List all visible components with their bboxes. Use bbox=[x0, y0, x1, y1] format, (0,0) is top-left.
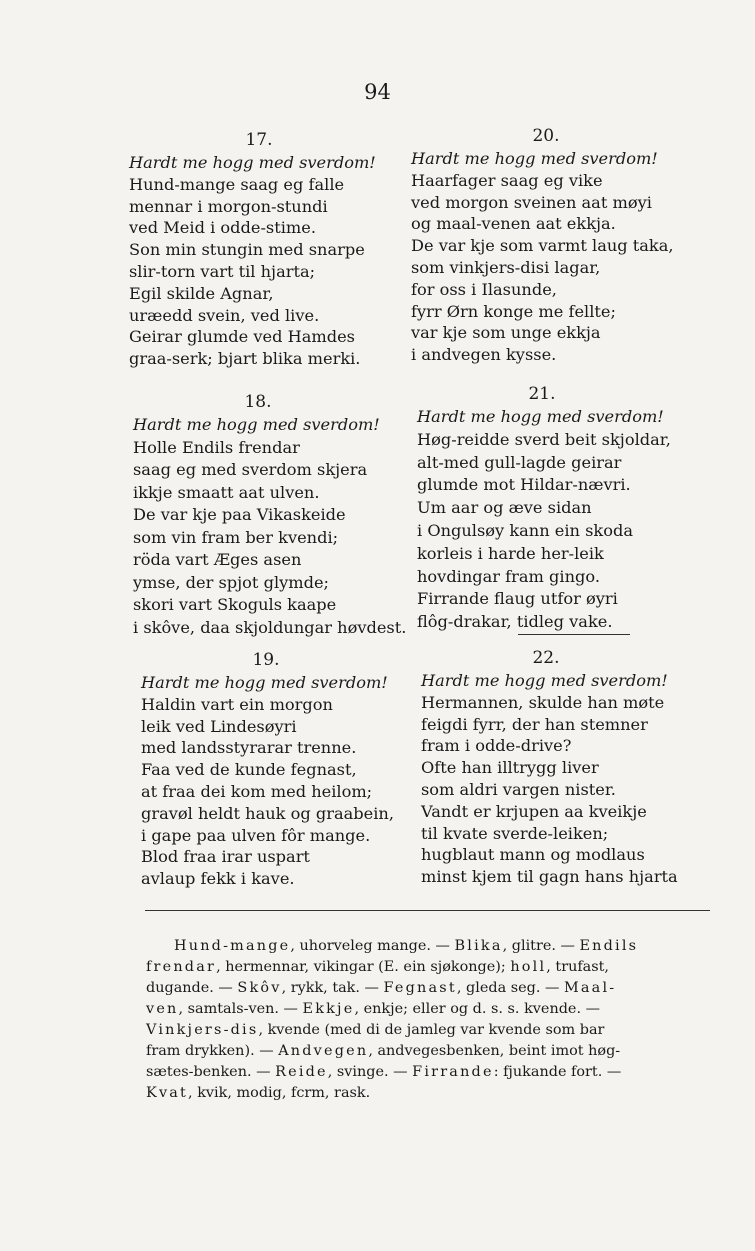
verse-line: Holle Endils frendar bbox=[133, 437, 300, 457]
refrain-line: Hardt me hogg med sverdom! bbox=[411, 149, 658, 168]
stanza-lines bbox=[133, 414, 433, 639]
verse-line: i skôve, daa skjoldungar høvdest. bbox=[133, 617, 407, 637]
glossary-term: Vinkjers-dis bbox=[146, 1022, 259, 1038]
verse-line: korleis i harde her-leik bbox=[417, 543, 604, 563]
verse-line: Haldin vart ein morgon bbox=[141, 694, 333, 714]
glossary-text: , gleda seg. — bbox=[456, 980, 564, 996]
glossary-text: , enkje; eller og d. s. s. kvende. — bbox=[354, 1001, 600, 1017]
verse-line: at fraa dei kom med heilom; bbox=[141, 781, 373, 801]
footnote-divider bbox=[145, 910, 710, 911]
stanza-lines bbox=[421, 670, 721, 888]
verse-line: med landsstyrarar trenne. bbox=[141, 738, 357, 758]
page-number: 94 bbox=[364, 80, 391, 104]
glossary-text: , trufast, bbox=[546, 959, 609, 975]
footnote-line bbox=[146, 1083, 714, 1104]
verse-line: ved Meid i odde-stime. bbox=[129, 218, 316, 238]
glossary-text: , rykk, tak. — bbox=[281, 980, 384, 996]
section-divider-short bbox=[518, 634, 630, 635]
verse-line: glumde mot Hildar-nævri. bbox=[417, 475, 631, 495]
verse-line: som aldri vargen nister. bbox=[421, 779, 616, 799]
stanza-19 bbox=[141, 648, 441, 890]
verse-line: leik ved Lindesøyri bbox=[141, 716, 297, 736]
verse-line: slir-torn vart til hjarta; bbox=[129, 261, 316, 281]
verse-line: röda vart Æges asen bbox=[133, 550, 302, 569]
glossary-text: fram drykken). — bbox=[146, 1043, 279, 1059]
glossary-text: , uhorveleg mange. — bbox=[290, 938, 455, 954]
glossary-text: dugande. — bbox=[146, 980, 238, 996]
footnote-line bbox=[146, 1041, 714, 1062]
stanza-17 bbox=[129, 128, 429, 370]
stanza-number: 22. bbox=[532, 648, 560, 668]
glossary-term: holl bbox=[510, 959, 547, 975]
verse-line: fyrr Ørn konge me fellte; bbox=[411, 301, 616, 321]
glossary-term: Reide bbox=[275, 1064, 328, 1080]
stanza-number: 19. bbox=[252, 650, 280, 670]
stanza-number: 20. bbox=[532, 126, 560, 146]
verse-line: for oss i Ilasunde, bbox=[411, 279, 557, 299]
verse-line: alt-med gull-lagde geirar bbox=[417, 452, 622, 472]
refrain-line: Hardt me hogg med sverdom! bbox=[421, 671, 668, 690]
verse-line: Høg-reidde sverd beit skjoldar, bbox=[417, 429, 671, 449]
verse-line: Firrande flaug utfor øyri bbox=[417, 589, 618, 609]
verse-line: Blod fraa irar uspart bbox=[141, 847, 310, 867]
stanza-number: 21. bbox=[528, 384, 556, 404]
verse-line: som vinkjers-disi lagar, bbox=[411, 257, 601, 277]
verse-line: gravøl heldt hauk og graabein, bbox=[141, 803, 394, 823]
refrain-line: Hardt me hogg med sverdom! bbox=[141, 673, 388, 692]
stanza-number: 17. bbox=[245, 130, 273, 150]
verse-line: De var kje som varmt laug taka, bbox=[411, 236, 674, 256]
footnote-line bbox=[146, 936, 714, 957]
verse-line: til kvate sverde-leiken; bbox=[421, 823, 609, 843]
refrain-line: Hardt me hogg med sverdom! bbox=[133, 415, 380, 434]
verse-line: i gape paa ulven fôr mange. bbox=[141, 825, 371, 845]
footnote-line bbox=[146, 999, 714, 1020]
stanza-21 bbox=[417, 382, 717, 634]
verse-line: ikkje smaatt aat ulven. bbox=[133, 482, 320, 502]
verse-line: Um aar og æve sidan bbox=[417, 498, 592, 518]
stanza-number: 18. bbox=[244, 392, 272, 412]
verse-line: flôg-drakar, tidleg vake. bbox=[417, 612, 613, 632]
glossary-term: Firrande bbox=[412, 1064, 494, 1080]
glossary-term: ven bbox=[146, 1001, 179, 1017]
refrain-line: Hardt me hogg med sverdom! bbox=[129, 153, 376, 172]
stanza-lines bbox=[417, 406, 717, 634]
glossary-text: , andvegesbenken, beint imot høg- bbox=[368, 1043, 621, 1059]
verse-line: hovdingar fram gingo. bbox=[417, 566, 600, 586]
verse-line: som vin fram ber kvendi; bbox=[133, 527, 339, 547]
glossary-text: , kvende (med di de jamleg var kvende som bar bbox=[258, 1022, 605, 1038]
verse-line: Hund-mange saag eg falle bbox=[129, 174, 345, 194]
glossary-text: , svinge. — bbox=[327, 1064, 413, 1080]
glossary-text: , glitre. — bbox=[502, 938, 580, 954]
verse-line: Haarfager saag eg vike bbox=[411, 170, 603, 190]
footnotes bbox=[146, 936, 714, 1104]
glossary-term: Blika bbox=[454, 938, 503, 954]
verse-line: Egil skilde Agnar, bbox=[129, 283, 274, 303]
verse-line: mennar i morgon-stundi bbox=[129, 196, 328, 216]
glossary-text: , kvik, modig, fcrm, rask. bbox=[188, 1085, 371, 1101]
footnote-line bbox=[146, 1020, 714, 1041]
verse-line: De var kje paa Vikaskeide bbox=[133, 505, 346, 524]
verse-line: Geirar glumde ved Hamdes bbox=[129, 327, 355, 347]
verse-line: og maal-venen aat ekkja. bbox=[411, 214, 616, 234]
glossary-term: frendar bbox=[146, 959, 217, 975]
footnote-line bbox=[146, 957, 714, 978]
glossary-term: Andvegen bbox=[278, 1043, 369, 1059]
footnote-line bbox=[146, 978, 714, 999]
verse-line: feigdi fyrr, der han stemner bbox=[421, 714, 648, 734]
glossary-term: Hund-mange bbox=[174, 938, 291, 954]
verse-line: Son min stungin med snarpe bbox=[129, 240, 365, 260]
footnote-line bbox=[146, 1062, 714, 1083]
verse-line: i andvegen kysse. bbox=[411, 345, 557, 365]
refrain-line: Hardt me hogg med sverdom! bbox=[417, 407, 664, 426]
stanza-lines bbox=[141, 672, 441, 890]
verse-line: ved morgon sveinen aat møyi bbox=[411, 192, 652, 212]
glossary-text: : fjukande fort. — bbox=[493, 1064, 622, 1080]
verse-line: Hermannen, skulde han møte bbox=[421, 692, 665, 712]
glossary-text: , hermennar, vikingar (E. ein sjøkonge); bbox=[216, 959, 511, 975]
verse-line: Ofte han illtrygg liver bbox=[421, 758, 599, 778]
glossary-term: Kvat bbox=[146, 1085, 189, 1101]
glossary-term: Maal- bbox=[563, 980, 617, 996]
glossary-text: , samtals-ven. — bbox=[178, 1001, 303, 1017]
verse-line: minst kjem til gagn hans hjarta bbox=[421, 867, 678, 887]
verse-line: skori vart Skoguls kaape bbox=[133, 595, 337, 614]
stanza-lines bbox=[129, 152, 429, 370]
verse-line: hugblaut mann og modlaus bbox=[421, 845, 645, 865]
verse-line: Vandt er krjupen aa kveikje bbox=[421, 801, 647, 821]
verse-line: avlaup fekk i kave. bbox=[141, 869, 295, 889]
verse-line: i Ongulsøy kann ein skoda bbox=[417, 520, 633, 540]
glossary-term: Endils bbox=[579, 938, 639, 954]
stanza-18 bbox=[133, 390, 433, 639]
stanza-22 bbox=[421, 646, 721, 888]
glossary-text: sætes-benken. — bbox=[146, 1064, 276, 1080]
glossary-term: Skôv bbox=[237, 980, 282, 996]
verse-line: uræedd svein, ved live. bbox=[129, 305, 320, 325]
verse-line: graa-serk; bjart blika merki. bbox=[129, 349, 361, 369]
verse-line: fram i odde-drive? bbox=[421, 736, 572, 756]
verse-line: saag eg med sverdom skjera bbox=[133, 460, 368, 479]
stanza-lines bbox=[411, 148, 711, 366]
glossary-term: Fegnast bbox=[383, 980, 457, 996]
verse-line: Faa ved de kunde fegnast, bbox=[141, 760, 357, 780]
verse-line: var kje som unge ekkja bbox=[411, 323, 601, 343]
glossary-term: Ekkje bbox=[302, 1001, 355, 1017]
verse-line: ymse, der spjot glymde; bbox=[133, 572, 330, 592]
stanza-20 bbox=[411, 124, 711, 366]
